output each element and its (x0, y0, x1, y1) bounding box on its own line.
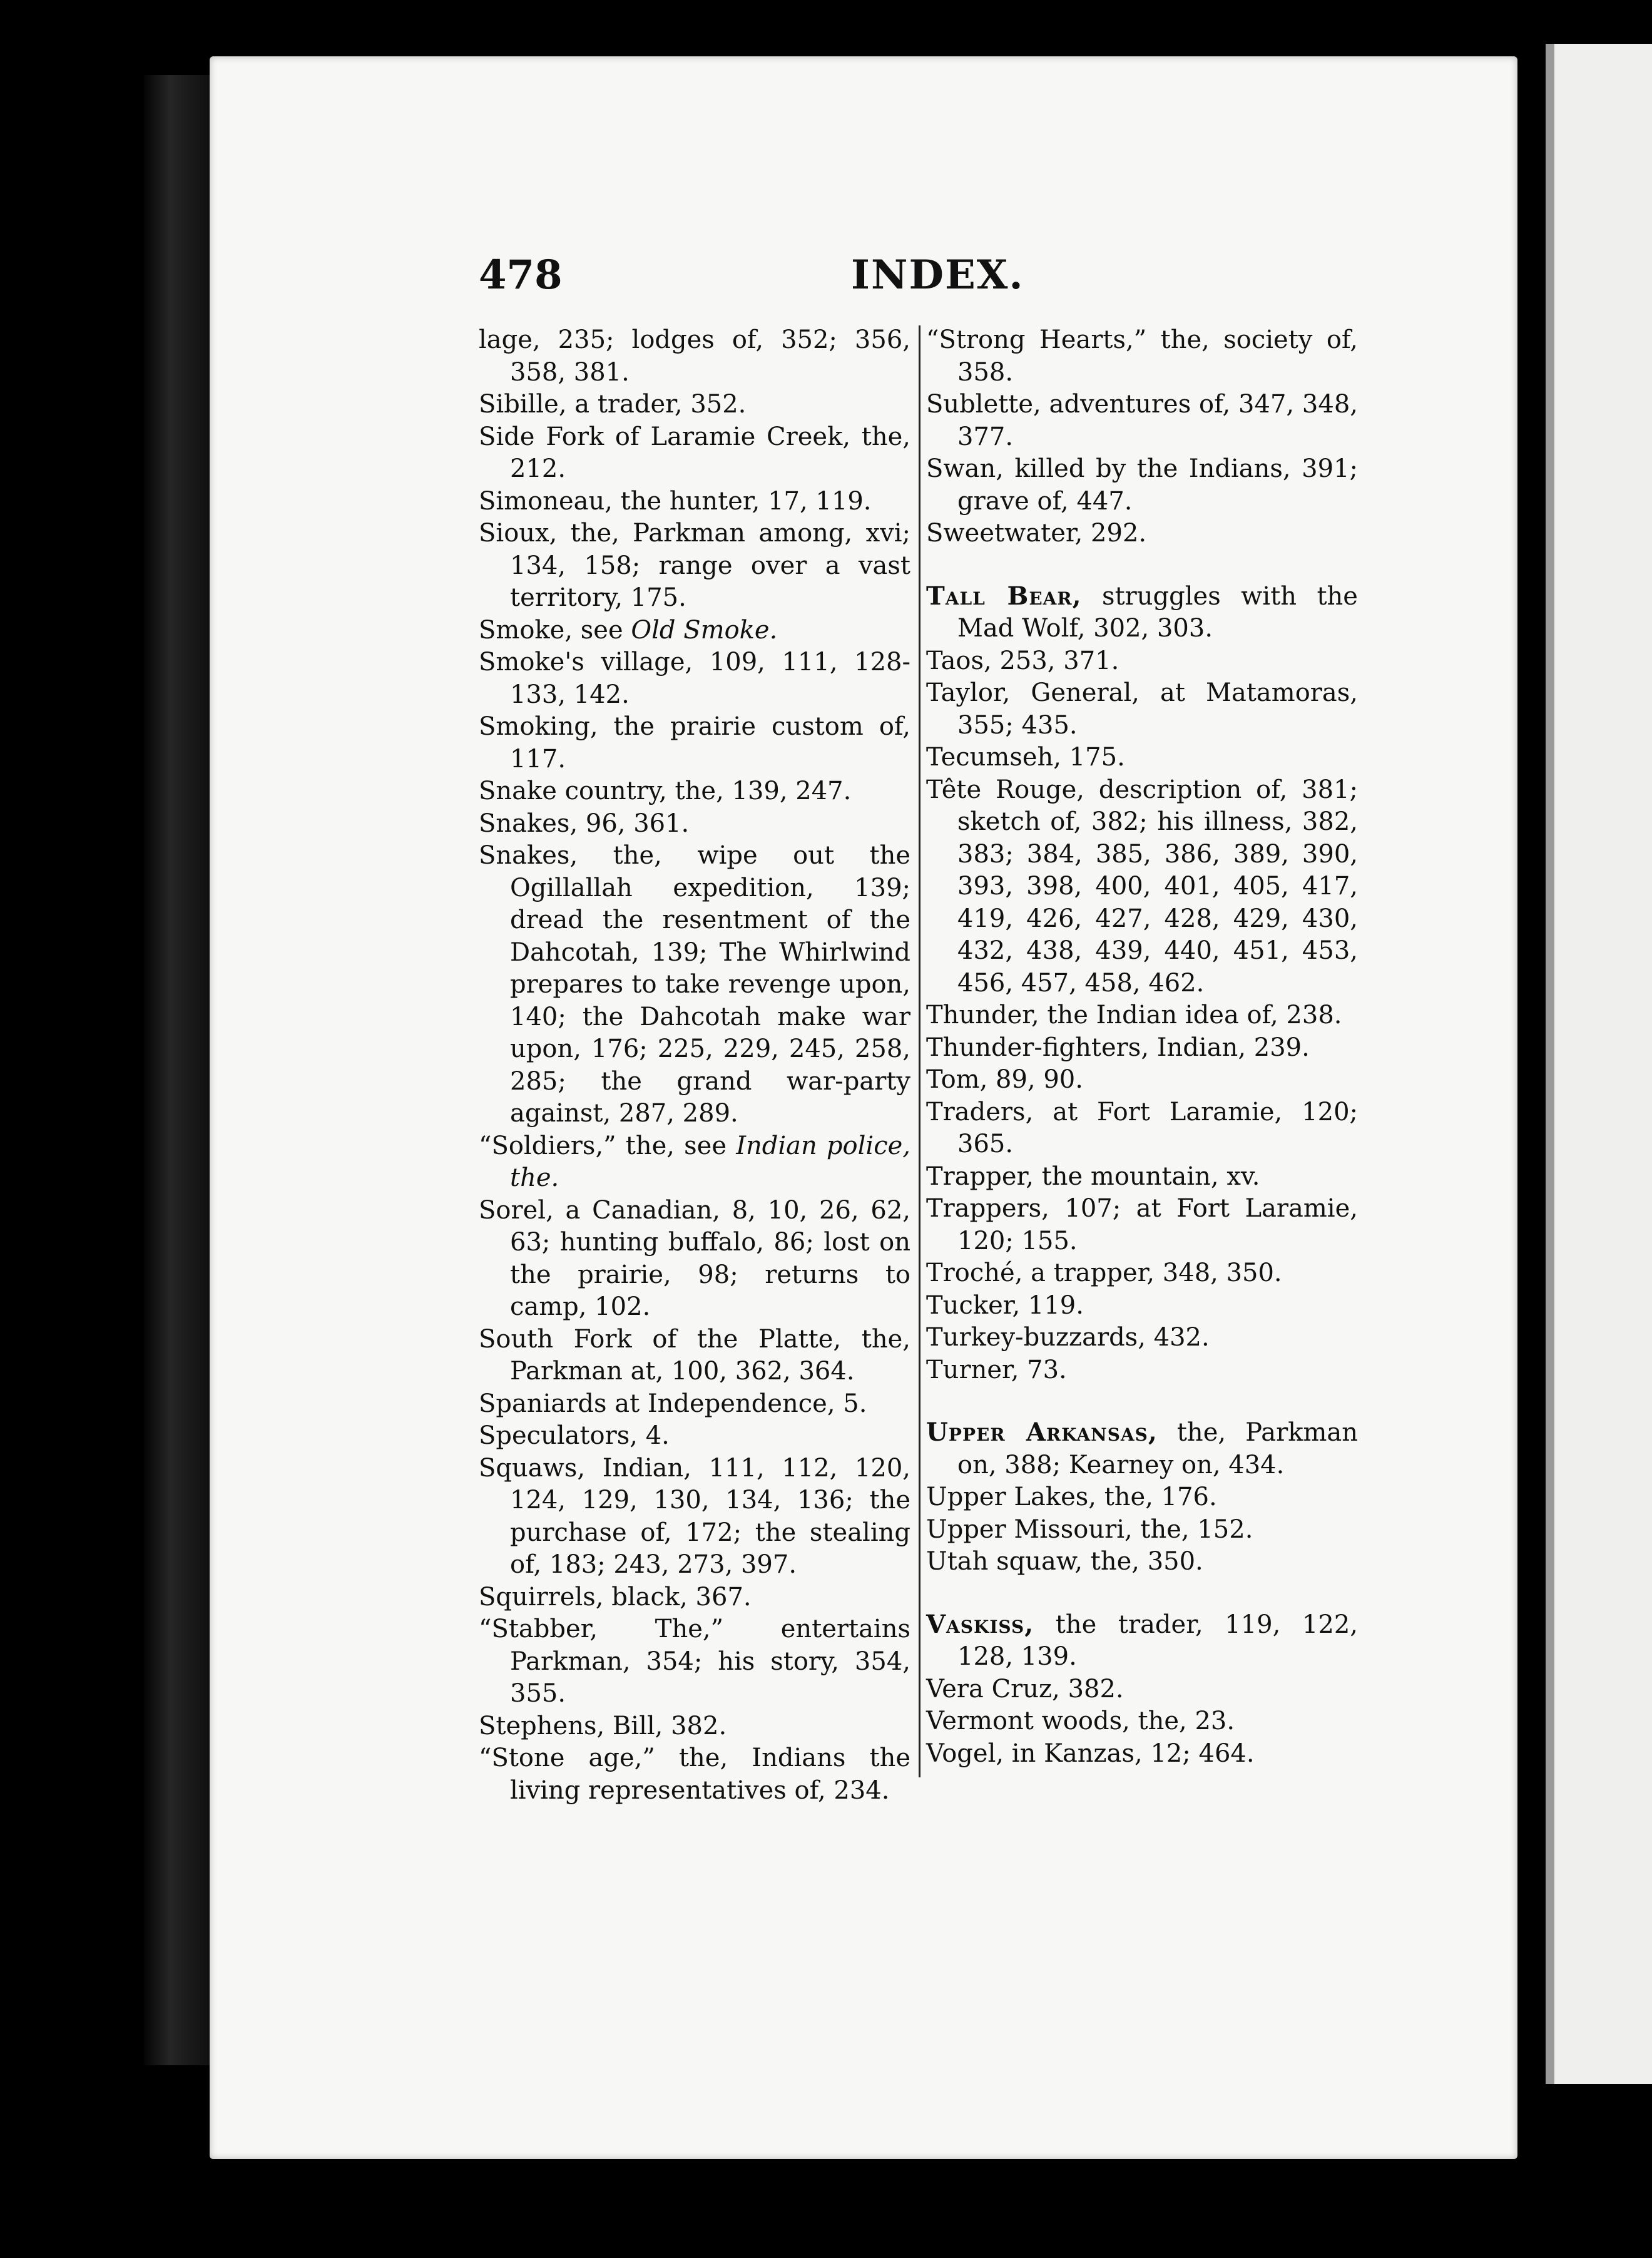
index-entry (479, 486, 910, 518)
index-column-right (926, 324, 1358, 1770)
entry-text: Stephens, Bill, 382. (479, 1711, 727, 1740)
adjacent-page-edge (1546, 44, 1652, 2084)
index-entry (926, 1257, 1358, 1290)
book-binding (144, 75, 219, 2065)
entry-text: South Fork of the Platte, the, Parkman at, 100, 362, 364. (479, 1324, 910, 1386)
index-entry (479, 1420, 910, 1453)
entry-text: Spaniards at Independence, 5. (479, 1389, 867, 1418)
entry-heading-smallcaps: Vaskiss, (926, 1609, 1034, 1639)
entry-text: Turner, 73. (926, 1355, 1067, 1384)
index-entry (926, 580, 1358, 645)
index-entry (926, 1481, 1358, 1514)
entry-text: Squaws, Indian, 111, 112, 120, 124, 129, 130, 134, 136; the purchase of, 172; the stealing of, 183; 243, 273, 397. (479, 1453, 910, 1579)
index-column-left (479, 324, 910, 1807)
entry-text: Trappers, 107; at Fort Laramie, 120; 155. (926, 1194, 1358, 1255)
page-title: INDEX. (851, 252, 1024, 299)
entry-cross-reference: Indian police, the. (510, 1131, 910, 1192)
index-entry (926, 1322, 1358, 1354)
entry-text: “Strong Hearts,” the, society of, 358. (926, 325, 1358, 387)
entry-text: Side Fork of Laramie Creek, the, 212. (479, 422, 910, 483)
entry-text: Simoneau, the hunter, 17, 119. (479, 486, 872, 516)
index-entry (479, 1742, 910, 1807)
entry-text: Taylor, General, at Matamoras, 355; 435. (926, 678, 1358, 740)
index-entry (926, 645, 1358, 678)
index-entry (926, 1608, 1358, 1673)
index-entry (479, 1195, 910, 1324)
entry-text: Vogel, in Kanzas, 12; 464. (926, 1739, 1255, 1768)
index-entry (926, 1032, 1358, 1065)
index-entry (926, 324, 1358, 389)
entry-text: Smoke's village, 109, 111, 128-133, 142. (479, 648, 910, 709)
index-entry (479, 615, 910, 647)
entry-text: Sublette, adventures of, 347, 348, 377. (926, 390, 1358, 451)
entry-cross-reference: Old Smoke. (631, 615, 778, 645)
index-entry (926, 1514, 1358, 1546)
entry-text: Upper Lakes, the, 176. (926, 1483, 1217, 1511)
entry-text: the, Parkman on, 388; Kearney on, 434. (957, 1418, 1358, 1479)
entry-text: Thunder, the Indian idea of, 238. (926, 1001, 1342, 1029)
entry-heading-smallcaps: Upper Arkansas, (926, 1418, 1158, 1447)
letter-group-gap (926, 1578, 1358, 1608)
entry-text: “Soldiers,” the, see (479, 1131, 737, 1160)
entry-text: Tucker, 119. (926, 1290, 1084, 1320)
index-entry (479, 1710, 910, 1743)
entry-text: lage, 235; lodges of, 352; 356, 358, 381. (479, 325, 910, 387)
index-entry (926, 1064, 1358, 1096)
entry-text: Trapper, the mountain, xv. (926, 1162, 1260, 1191)
letter-group-gap (926, 550, 1358, 580)
entry-text: Vermont woods, the, 23. (926, 1707, 1235, 1735)
index-entry (479, 1581, 910, 1614)
entry-text: Tom, 89, 90. (926, 1065, 1083, 1094)
index-entry (926, 677, 1358, 742)
index-entry (926, 774, 1358, 1000)
index-entry (479, 808, 910, 840)
index-entry (926, 1193, 1358, 1257)
entry-text: Upper Missouri, the, 152. (926, 1515, 1253, 1544)
entry-text: Troché, a trapper, 348, 350. (926, 1259, 1282, 1287)
index-entry (926, 1416, 1358, 1481)
entry-text: Thunder-fighters, Indian, 239. (926, 1033, 1310, 1062)
entry-text: Squirrels, black, 367. (479, 1582, 752, 1612)
entry-text: Speculators, 4. (479, 1421, 670, 1450)
index-entry (479, 324, 910, 389)
entry-text: Snakes, 96, 361. (479, 809, 690, 838)
entry-text: Traders, at Fort Laramie, 120; 365. (926, 1097, 1358, 1158)
index-entry (926, 389, 1358, 453)
index-entry (926, 1738, 1358, 1770)
index-entry (926, 518, 1358, 550)
index-entry (479, 646, 910, 711)
index-entry (926, 1705, 1358, 1738)
entry-text: Turkey-buzzards, 432. (926, 1323, 1210, 1352)
index-entry (479, 1453, 910, 1581)
entry-text: Sorel, a Canadian, 8, 10, 26, 62, 63; hunting buffalo, 86; lost on the prairie, 98; returns to camp, 102. (479, 1195, 910, 1321)
entry-text: struggles with the Mad Wolf, 302, 303. (957, 581, 1358, 643)
entry-text: Smoke, see (479, 615, 631, 645)
entry-text: Sweetwater, 292. (926, 519, 1147, 548)
index-entry (926, 999, 1358, 1032)
index-entry (926, 1161, 1358, 1193)
index-entry (479, 389, 910, 421)
entry-text: Taos, 253, 371. (926, 646, 1119, 675)
index-entry (479, 840, 910, 1130)
index-entry (926, 1546, 1358, 1578)
entry-text: Tête Rouge, description of, 381; sketch of, 382; his illness, 382, 383; 384, 385, 386, 389, 390, 393, 398, 400, 401, 405, 417, 419, 426, 427, 428, 429, 430, 432, 438, 439, 440, 451, 453, 456, 457, 458, 462. (926, 775, 1358, 998)
index-entry (479, 1388, 910, 1421)
entry-text: Snakes, the, wipe out the Ogillallah expedition, 139; dread the resentment of the Dahcotah, 139; The Whirlwind prepares to take revenge upon, 140; the Dahcotah make war upon, 176; 225, 229, 245, 258, 285; the grand war-party against, 287, 289. (479, 841, 910, 1128)
index-entry (926, 742, 1358, 774)
entry-text: Sibille, a trader, 352. (479, 390, 747, 419)
index-entry (926, 453, 1358, 518)
entry-text: Snake country, the, 139, 247. (479, 777, 852, 805)
index-entry (479, 711, 910, 775)
index-entry (926, 1290, 1358, 1322)
index-entry (479, 1324, 910, 1388)
entry-text: “Stone age,” the, Indians the living representatives of, 234. (479, 1744, 910, 1805)
entry-heading-smallcaps: Tall Bear, (926, 581, 1082, 611)
entry-text: “Stabber, The,” entertains Parkman, 354; his story, 354, 355. (479, 1615, 910, 1708)
entry-text: Utah squaw, the, 350. (926, 1547, 1203, 1576)
letter-group-gap (926, 1386, 1358, 1416)
index-entry (479, 518, 910, 615)
index-entry (479, 421, 910, 486)
index-entry (479, 775, 910, 808)
entry-text: Vera Cruz, 382. (926, 1674, 1124, 1704)
entry-text: Smoking, the prairie custom of, 117. (479, 712, 910, 774)
entry-text: the trader, 119, 122, 128, 139. (957, 1610, 1358, 1671)
entry-text: Swan, killed by the Indians, 391; grave of, 447. (926, 454, 1358, 516)
index-entry (479, 1130, 910, 1195)
index-entry (926, 1673, 1358, 1706)
entry-text: Tecumseh, 175. (926, 743, 1125, 772)
index-entry (926, 1354, 1358, 1387)
entry-text: Sioux, the, Parkman among, xvi; 134, 158; range over a vast territory, 175. (479, 519, 910, 612)
column-divider (919, 325, 920, 1777)
index-entry (926, 1096, 1358, 1161)
page-number: 478 (479, 252, 563, 299)
index-entry (479, 1613, 910, 1710)
